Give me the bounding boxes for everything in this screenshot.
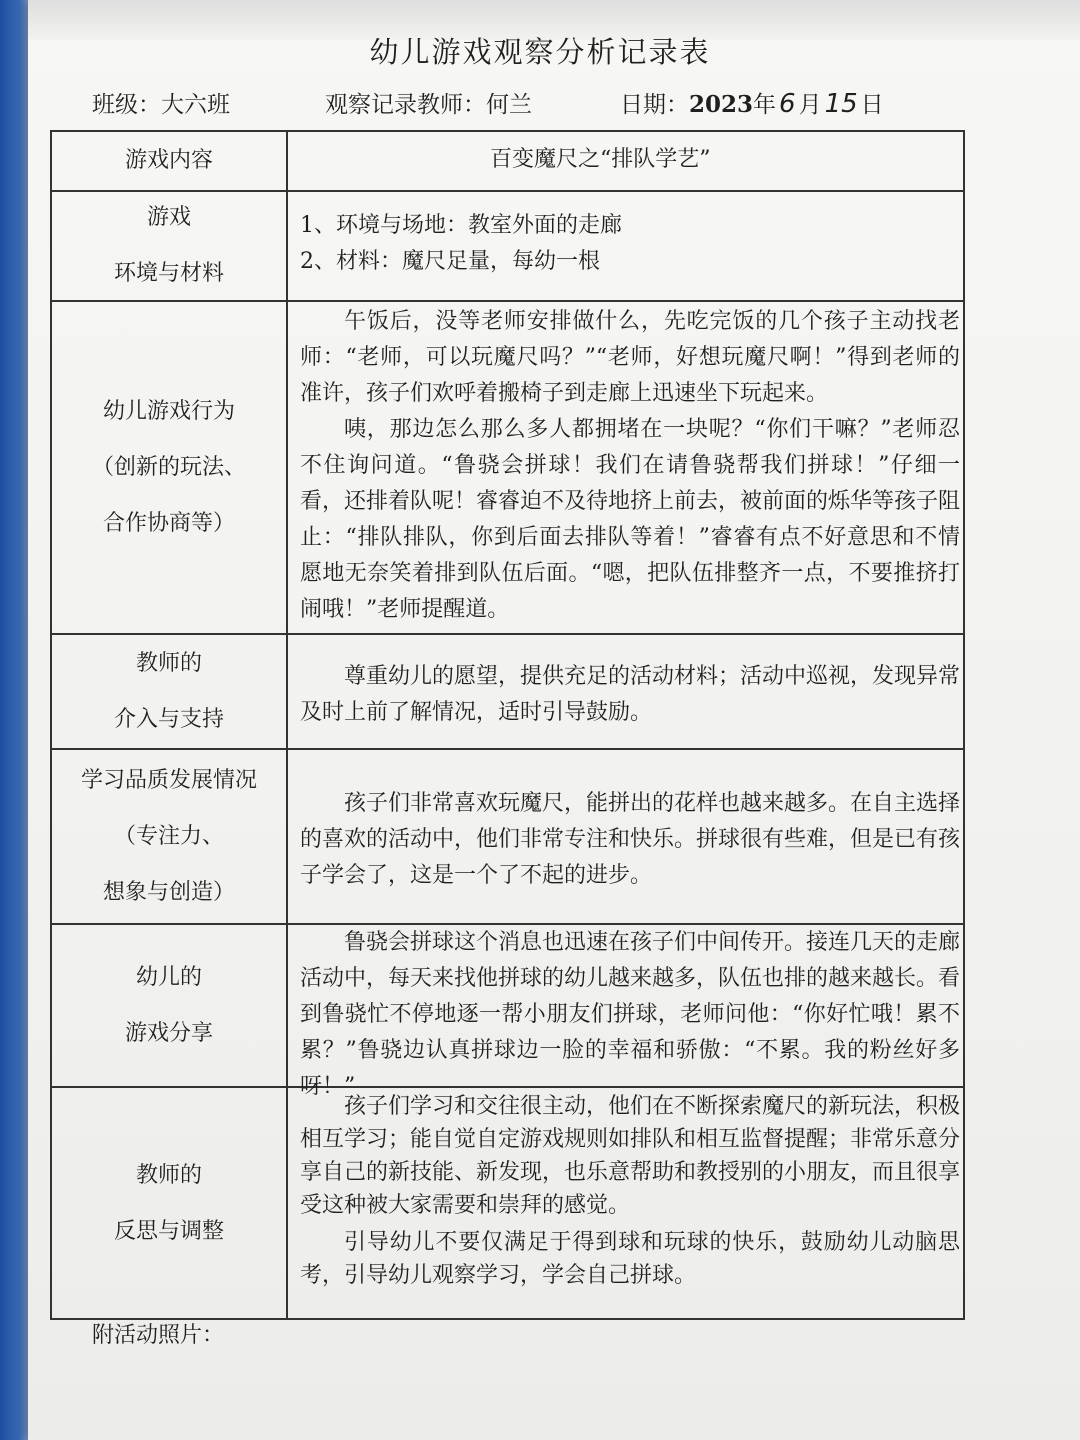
row-content — [300, 635, 960, 748]
row-label-line: 想象与创造） — [102, 879, 235, 905]
class-label: 班级： — [92, 92, 161, 118]
paragraph: 1、环境与场地：教室外面的走廊 — [300, 213, 622, 238]
row-learning-quality — [52, 750, 963, 925]
row-label — [52, 750, 288, 923]
observation-table — [50, 130, 965, 1320]
game-name: 百变魔尺之“排队学艺” — [490, 147, 711, 172]
paragraph: 鲁骁会拼球这个消息也迅速在孩子们中间传开。接连几天的走廊活动中，每天来找他拼球的幼儿越来越多，队伍也排的越来越长。看到鲁骁忙不停地逐一帮小朋友们拼球，老师问他：“你好忙哦！累不累？”鲁骁边认真拼球边一脸的幸福和骄傲：“不累。我的粉丝好多呀！” — [300, 930, 961, 1099]
date-month: 6 — [779, 89, 796, 119]
row-environment — [52, 192, 963, 302]
row-label-line: 游戏 — [146, 205, 191, 230]
paragraph: 午饭后，没等老师安排做什么，先吃完饭的几个孩子主动找老师：“老师，可以玩魔尺吗？”“老师，好想玩魔尺啊！”得到老师的准许，孩子们欢呼着搬椅子到走廊上迅速坐下玩起来。 — [300, 309, 960, 406]
date-year-unit: 年 — [753, 92, 777, 118]
row-content — [300, 192, 960, 300]
row-teacher-support — [52, 635, 963, 750]
class-field — [92, 86, 230, 119]
row-content — [300, 1088, 960, 1320]
paragraph: 孩子们学习和交往很主动，他们在不断探索魔尺的新玩法，积极相互学习；能自觉自定游戏规则如排队和相互监督提醒；非常乐意分享自己的新技能、新发现，也乐意帮助和教授别的小朋友，而且很享受这种被大家需要和崇拜的感觉。 — [300, 1094, 961, 1218]
attached-photos-label: 附活动照片： — [92, 1323, 225, 1348]
row-content — [300, 925, 961, 1099]
paragraph: 孩子们非常喜欢玩魔尺，能拼出的花样也越来越多。在自主选择的喜欢的活动中，他们非常专注和快乐。拼球很有些难，但是已有孩子学会了，这是一个了不起的进步。 — [300, 791, 961, 888]
row-label-line: 反思与调整 — [113, 1219, 224, 1244]
row-label — [52, 192, 288, 300]
row-label-line: 环境与材料 — [113, 261, 224, 286]
paragraph: 2、材料：魔尺足量，每幼一根 — [300, 249, 600, 274]
teacher-value: 何兰 — [486, 92, 532, 118]
date-year: 2023 — [689, 91, 754, 118]
paragraph: 咦，那边怎么那么多人都拥堵在一块呢？“你们干嘛？”老师忍不住询问道。“鲁骁会拼球！我们在请鲁骁帮我们拼球！”仔细一看，还排着队呢！睿睿迫不及待地挤上前去，被前面的烁华等孩子阻止：“排队排队，你到后面去排队等着！”睿睿有点不好意思和不情愿地无奈笑着排到队伍后面。“嗯，把队伍排整齐一点，不要推挤打闹哦！”老师提醒道。 — [300, 417, 961, 622]
teacher-field — [325, 86, 532, 119]
row-label-line: 游戏内容 — [124, 148, 213, 173]
row-label-line: 游戏分享 — [124, 1020, 213, 1046]
row-content — [300, 750, 960, 923]
row-child-sharing — [52, 925, 963, 1099]
row-label-line: 幼儿游戏行为 — [102, 398, 235, 424]
date-label: 日期： — [620, 92, 689, 118]
row-label-line: 介入与支持 — [113, 706, 224, 732]
row-label-line: 幼儿的 — [135, 964, 202, 990]
row-label-line: 学习品质发展情况 — [80, 767, 257, 793]
class-value: 大六班 — [161, 92, 230, 118]
row-label — [52, 635, 288, 748]
page-title: 幼儿游戏观察分析记录表 — [369, 35, 711, 69]
row-label-line: 合作协商等） — [102, 510, 235, 536]
row-label-line: （创新的玩法、 — [91, 454, 246, 480]
paragraph: 引导幼儿不要仅满足于得到球和玩球的快乐，鼓励幼儿动脑思考，引导幼儿观察学习，学会自己拼球。 — [300, 1230, 960, 1288]
row-content — [300, 132, 960, 190]
row-teacher-reflection — [52, 1088, 963, 1320]
row-game-content — [52, 132, 963, 192]
date-day-unit: 日 — [860, 92, 884, 118]
row-label — [52, 925, 288, 1086]
row-content — [300, 302, 960, 633]
row-label-line: 教师的 — [135, 1163, 202, 1188]
row-label — [52, 1088, 288, 1320]
row-label — [52, 302, 288, 633]
row-label — [52, 132, 288, 190]
date-field — [620, 86, 884, 119]
date-day: 15 — [824, 89, 858, 119]
paragraph: 尊重幼儿的愿望，提供充足的活动材料；活动中巡视，发现异常及时上前了解情况，适时引导鼓励。 — [300, 664, 961, 725]
date-month-unit: 月 — [798, 92, 822, 118]
row-child-behavior — [52, 302, 963, 635]
row-label-line: 教师的 — [135, 650, 202, 676]
teacher-label: 观察记录教师： — [325, 92, 486, 118]
row-label-line: （专注力、 — [113, 823, 224, 849]
